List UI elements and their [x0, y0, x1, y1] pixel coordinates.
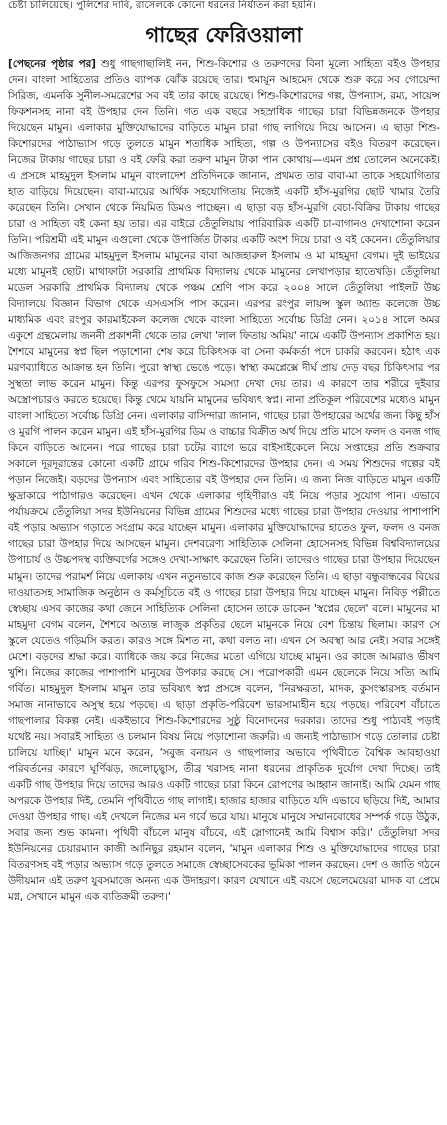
article-headline: গাছের ফেরিওয়ালা — [145, 23, 303, 47]
continued-from-back-page-label: [পেছনের পৃষ্ঠার পর] — [8, 58, 96, 70]
previous-article-fragment: চেষ্টা চালিয়েছে। পুলিশের দাবি, রাসেলকে কোনো ধরনের নির্যাতন করা হয়নি। — [8, 0, 316, 11]
article-body-paragraph — [8, 56, 440, 905]
article-body-text: শুধু গাছগাছালিই নন, শিশু-কিশোর ও তরুণদের বিনা মূল্যে সাহিত্য বইও উপহার দেন। বাংলা সাহিত্যের প্রতিও ব্যাপক ঝোঁক রয়েছে তার। হুমায়ূন আহমেদ থেকে শুরু করে সব গোয়েন্দা সিরিজ, এমনকি সুনীল-সমরেশের সব বই তার কাছে রয়েছে। শিশু-কিশোরদের গল্প, উপন্যাস, রম্য, সায়েন্স ফিকশনসহ নানা বই উপহার দেন তিনি। গত এক বছরে সহস্রাধিক গাছের চারা বিভিন্নজনকে উপহার দিয়েছেন মামুন। এলাকার মুক্তিযোদ্ধাদের বাড়িতে মামুন চারা গাছ লাগিয়ে দিয়ে আসেন। এ ছাড়া শিশু-কিশোরদের পাঠাভ্যাস গড়ে তুলতে মামুন শতাধিক সাহিত্য, গল্প ও উপন্যাসের বইও বিতরণ করেছেন। নিজের টাকায় গাছের চারা ও বই ফেরি করা তরুণ মামুন টাকা পান কোথায়—এমন প্রশ্ন তোলেন অনেকেই। এ প্রসঙ্গে মাহমুদুল ইসলাম মামুন বাংলাদেশ প্রতিদিনকে জানান, প্রথমত তার বাবা-মা তাকে সহযোগিতার হাত বাড়িয়ে দিয়েছেন। বাবা-মায়ের আর্থিক সহযোগিতায় নিজেই একটি হাঁস-মুরগির ছোট খামার তৈরি করেছেন তিনি। সেখান থেকে নিয়মিত ডিমও পাচ্ছেন। এ ছাড়া বড় হাঁস-মুরগি বেচা-বিক্রির টাকায় গাছের চারা ও সাহিত্য বই কেনা হয় তার। এর বাইরে তেঁতুলিয়ায় পারিবারিক একটি চা-বাগানও দেখাশোনা করেন তিনি। পরিশ্রমী এই মামুন এগুলো থেকে উপার্জিত টাকার একটি অংশ দিয়ে চারা ও বই কেনেন। তেঁতুলিয়ার আজিজনগর গ্রামের মাহমুদুল ইসলাম মামুনের বাবা আজহারুল ইসলাম ও মা মাহমুদা বেগম। দুই ভাইয়ের মধ্যে মামুনই ছোট। মাথাফাটা সরকারি প্রাথমিক বিদ্যালয় থেকে মামুনের লেখাপড়ার হাতেখড়ি। তেঁতুলিয়া মডেল সরকারি প্রাথমিক বিদ্যালয় থেকে পঞ্চম শ্রেণি পাস করে ২০০৪ সালে তেঁতুলিয়া পাইলট উচ্চ বিদ্যালয়ে বিজ্ঞান বিভাগ থেকে এসএসসি পাস করেন। এরপর রংপুর লায়ন্স স্কুল অ্যান্ড কলেজে উচ্চ মাধ্যমিক এবং রংপুর কারমাইকেল কলেজ থেকে বাংলা সাহিত্যে সর্বোচ্চ ডিগ্রি নেন। ২০১৪ সালে অমর একুশে গ্রন্থমেলায় জননী প্রকাশনী থেকে তার লেখা 'লাল ফিতায় অমিয়' নামে একটি উপন্যাস প্রকাশিত হয়। শৈশবে মামুনের স্বপ্ন ছিল পড়াশোনা শেষ করে চিকিৎসক বা সেনা কর্মকর্তা পদে চাকরি করবেন। হঠাৎ এক মরণব্যাধিতে আক্রান্ত হন তিনি। পুরো স্বাস্থ্য ভেঙে পড়ে। স্বাস্থ্য কমপ্লেক্সে দীর্ঘ প্রায় দেড় বছর চিকিৎসার পর সুস্থতা লাভ করেন মামুন। কিন্তু এরপর ফুসফুসে সমস্যা দেখা দেয় তার। এ কারণে তার শরীরে দুইবার অস্ত্রোপচারও করতে হয়েছে। কিন্তু থেমে যায়নি মামুনের ভবিষ্যৎ স্বপ্ন। নানা প্রতিকূল পরিবেশের মধ্যেও মামুন বাংলা সাহিত্যে সর্বোচ্চ ডিগ্রি নেন। এলাকার বাসিন্দারা জানান, গাছের চারা উপহারের অর্থের জন্য কিছু হাঁস ও মুরগি পালন করেন মামুন। এই হাঁস-মুরগির ডিম ও বাচ্চার বিক্রীত অর্থ দিয়ে প্রতি মাসে ফলদ ও বনজ গাছ কিনে বাড়িতে আনেন। পরে গাছের চারা চটের ব্যাগে ভরে বাইসাইকেলে নিয়ে সপ্তাহের প্রতি শুক্রবার সকালে দূরদূরান্তের কোনো একটি গ্রামে গরিব শিশু-কিশোরদের উপহার দেন। এ সময় শিশুদের গল্পের বই পড়ান নিজেই। বড়দের উপন্যাস এবং সাহিত্যের বই উপহার দেন তিনি। এ জন্য নিজ বাড়িতে মামুন একটি ক্ষুদ্রাকারে পাঠাগারও করেছেন। এখন থেকে এলাকার গৃহিণীরাও বই নিয়ে পড়ার সুযোগ পান। এভাবে পর্যায়ক্রমে তেঁতুলিয়া সদর ইউনিয়নের বিভিন্ন গ্রামের শিশুদের মধ্যে গাছের চারা উপহার দেওয়ার পাশাপাশি বই পড়ার অভ্যাস গড়াতে সংগ্রাম করে যাচ্ছেন মামুন। এলাকার মুক্তিযোদ্ধাদের হাতেও ফুল, ফলদ ও বনজ গাছের চারা উপহার দিয়ে আসছেন মামুন। দেশবরেণ্য সাহিত্যিক সেলিনা হোসেনসহ বিভিন্ন বিশ্ববিদ্যালয়ের উপাচার্য ও উচ্চপদস্থ ব্যক্তিবর্গের সঙ্গেও দেখা-সাক্ষাৎ করেছেন তিনি। তাদেরও গাছের চারা উপহার দিয়েছেন মামুন। তাদের পরামর্শ নিয়ে এলাকায় এখন নতুনভাবে কাজ শুরু করেছেন তিনি। এ ছাড়া বন্ধুবান্ধবের বিয়ের দাওয়াতসহ সামাজিক অনুষ্ঠান ও কর্মসূচিতে বই ও গাছের চারা উপহার দিয়ে যাচ্ছেন মামুন। নিবিড় পল্লীতে স্বেচ্ছায় এসব কাজের কথা জেনে সাহিত্যিক সেলিনা হোসেন তাকে ডাকেন 'স্বপ্নের ছেলে' বলে। মামুনের মা মাহমুদা বেগম বলেন, শৈশবে অত্যন্ত লাজুক প্রকৃতির ছেলে মামুনকে নিয়ে বেশ চিন্তায় ছিলাম। কারণ সে স্কুলে যেতেও গড়িমসি করত। কারও সঙ্গে মিশত না, কথা বলত না। এখন সে অবস্থা আর নেই। সবার সঙ্গেই মেশে। বড়দের শ্রদ্ধা করে। ব্যাধিকে জয় করে নিজের মতো এগিয়ে যাচ্ছে মামুন। ওর কাজে আমরাও ভীষণ খুশি। নিজের কাজের পাশাপাশি মানুষের উপকার করছে সে। পরোপকারী এমন ছেলেকে নিয়ে সত্যি আমি গর্বিত। মাহমুদুল ইসলাম মামুন তার ভবিষ্যৎ স্বপ্ন প্রসঙ্গে বলেন, 'নিরক্ষরতা, মাদক, কুসংস্কারসহ বর্তমান সমাজ নানাভাবে অসুস্থ হয়ে পড়ছে। এ ছাড়া প্রকৃতি-পরিবেশ ভারসাম্যহীন হয়ে পড়ছে। পরিবেশ বাঁচাতে গাছপালার বিকল্প নেই। একইভাবে শিশু-কিশোরদের সুষ্ঠু বিনোদনের দরকার। তাদের শুধু পাঠ্যবই পড়াই যথেষ্ট নয়। সবারই সাহিত্য ও চলমান বিষয় নিয়ে পড়াশোনা জরুরি। এ জন্যই পাঠাভ্যাস গড়ে তোলার চেষ্টা চালিয়ে যাচ্ছি।' মামুন মনে করেন, 'সবুজ বনায়ন ও গাছপালার অভাবে পৃথিবীতে বৈশ্বিক আবহাওয়া পরিবর্তনের কারণে ঘূর্ণিঝড়, জলোচ্ছ্বাস, তীব্র খরাসহ নানা ধরনের প্রাকৃতিক দুর্যোগ দেখা দিচ্ছে। তাই একটি গাছ উপহার দিয়ে তাদের আরও একটি গাছের চারা কিনে রোপণের আহ্বান জানাই। আমি যেমন গাছ অপরকে উপহার দিই, তেমনি পৃথিবীতে গাছ লাগাই। হাজার হাজার বাড়িতে যদি এভাবে ছড়িয়ে দিই, আমার দেওয়া উপহার গাছ। এই দেখলে নিজের মন গর্বে ভরে যায়। মানুষে মানুষে সম্মানবোধের সম্পর্ক গড়ে উঠুক, সবার জন্য শুভ কামনা। পৃথিবী বাঁচলে মানুষ বাঁচবে, এই স্লোগানেই আমি বিশ্বাস করি।' তেঁতুলিয়া সদর ইউনিয়নের চেয়ারম্যান কাজী আনিছুর রহমান বলেন, 'মামুন এলাকার শিশু ও মুক্তিযোদ্ধাদের গাছের চারা বিতরণসহ বই পড়ার অভ্যাস গড়ে তুলতে সমাজে স্বেচ্ছাসেবকের ভূমিকা পালন করছেন। দেশ ও জাতি গঠনে উদীয়মান এই তরুণ যুবসমাজে অনন্য এক উদাহরণ। কারণ যেখানে এই বয়সে ছেলেমেয়েরা মাদক বা প্রেমে মগ্ন, সেখানে মামুন এক ব্যতিক্রমী তরুণ।' — [8, 58, 441, 903]
headline-container — [8, 22, 440, 48]
